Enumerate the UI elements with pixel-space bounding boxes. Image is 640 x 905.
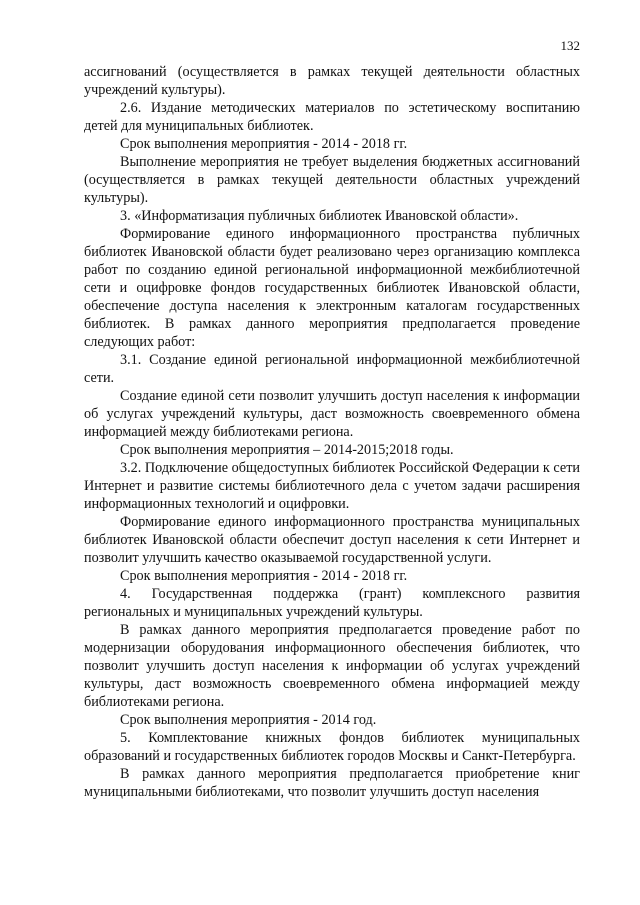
paragraph: Выполнение мероприятия не требует выделения бюджетных ассигнований (осуществляется в рамках текущей деятельности областных учреждений культуры). (84, 154, 580, 206)
paragraph: Срок выполнения мероприятия - 2014 год. (120, 712, 377, 728)
paragraph: Срок выполнения мероприятия – 2014-2015;2018 годы. (120, 442, 454, 458)
paragraph: Формирование единого информационного пространства публичных библиотек Ивановской области будет реализовано через организацию комплекса работ по созданию единой региональной информационной межбиблиотечной сети и оцифровке фондов государственных библиотек Ивановской области, обеспечение доступа населения к электронным каталогам государственных библиотек. В рамках данного мероприятия предполагается проведение следующих работ: (84, 226, 580, 350)
paragraph: 5. Комплектование книжных фондов библиотек муниципальных образований и государственных библиотек городов Москвы и Санкт-Петербурга. (84, 730, 580, 764)
paragraph: Создание единой сети позволит улучшить доступ населения к информации об услугах учреждений культуры, даст возможность своевременного обмена информацией между библиотеками региона. (84, 388, 580, 440)
paragraph: В рамках данного мероприятия предполагается проведение работ по модернизации оборудования информационного обеспечения библиотек, что позволит улучшить доступ населения к информации об услугах учреждений культуры, даст возможность своевременного обмена информацией между библиотеками региона. (84, 622, 580, 710)
paragraph: 4. Государственная поддержка (грант) комплексного развития региональных и муниципальных учреждений культуры. (84, 586, 580, 620)
paragraph: 3.2. Подключение общедоступных библиотек Российской Федерации к сети Интернет и развитие системы библиотечного дела с учетом задачи расширения информационных технологий и оцифровки. (84, 460, 580, 512)
page-number: 132 (560, 38, 580, 53)
paragraph: В рамках данного мероприятия предполагается приобретение книг муниципальными библиотеками, что позволит улучшить доступ населения (84, 766, 580, 800)
paragraph: ассигнований (осуществляется в рамках текущей деятельности областных учреждений культуры). (84, 64, 580, 98)
paragraph: Срок выполнения мероприятия - 2014 - 2018 гг. (120, 568, 408, 584)
paragraph: Формирование единого информационного пространства муниципальных библиотек Ивановской области обеспечит доступ населения к сети Интернет и позволит улучшить качество оказываемой государственной услуги. (84, 514, 580, 566)
section-heading: 3. «Информатизация публичных библиотек Ивановской области». (120, 208, 519, 224)
paragraph: Срок выполнения мероприятия - 2014 - 2018 гг. (120, 136, 408, 152)
document-body (84, 63, 580, 801)
paragraph: 2.6. Издание методических материалов по эстетическому воспитанию детей для муниципальных библиотек. (84, 100, 580, 134)
paragraph: 3.1. Создание единой региональной информационной межбиблиотечной сети. (84, 352, 580, 386)
